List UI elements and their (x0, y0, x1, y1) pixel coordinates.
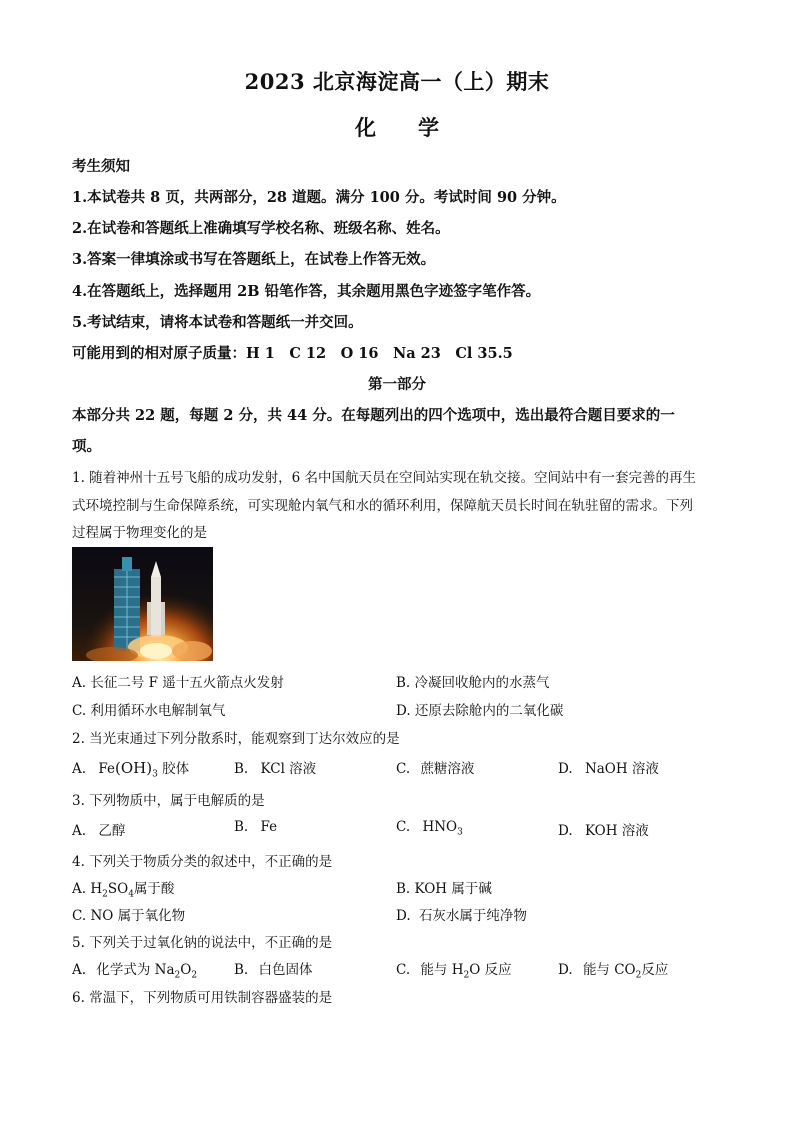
option-label: A. (72, 761, 87, 777)
option-text: 石灰水属于纯净物 (418, 908, 527, 924)
part-intro: 项。 (72, 438, 101, 455)
notice-item: 5.考试结束，请将本试卷和答题纸一并交回。 (72, 314, 363, 331)
option-text: 白色固体 (258, 962, 313, 978)
subject-title: 化 学 (355, 115, 439, 140)
option-label: D. (558, 962, 573, 978)
option-text: 胶体 (157, 761, 190, 777)
question-stem: 过程属于物理变化的是 (72, 525, 207, 541)
option-label: B. (234, 962, 249, 978)
option-label: C. (396, 962, 411, 978)
option-text: 溶液 (617, 823, 649, 839)
option-text: 能与 $CO_2$反应 (582, 962, 669, 981)
notice-item: 2.在试卷和答题纸上准确填写学校名称、班级名称、姓名。 (72, 220, 450, 237)
question-stem: 2. 当光束通过下列分散系时，能观察到丁达尔效应的是 (72, 731, 400, 747)
question-stem: 6. 常温下，下列物质可用铁制容器盛装的是 (72, 990, 333, 1006)
option-a: A. 长征二号 F 遥十五火箭点火发射 (72, 675, 284, 691)
question-stem: 4. 下列关于物质分类的叙述中，不正确的是 (72, 854, 333, 870)
rocket-launch-photo (72, 547, 213, 661)
option-text: NO 属于氧化物 (90, 908, 186, 924)
option-label: D. (558, 823, 573, 839)
notice-item: 3.答案一律填涂或书写在答题纸上，在试卷上作答无效。 (72, 251, 436, 268)
option-c (72, 904, 185, 924)
option-label: C. (72, 908, 87, 924)
option-text: 能与 $H_2O$ 反应 (420, 962, 512, 981)
option-d (558, 757, 659, 777)
option-c (396, 819, 463, 838)
notice-item: 1.本试卷共 8 页，共两部分，28 道题。满分 100 分。考试时间 90 分钟。 (72, 189, 566, 206)
option-text: 乙醇 (98, 823, 126, 839)
notice-heading: 考生须知 (72, 158, 130, 175)
option-b (234, 757, 316, 777)
option-label: B. (396, 881, 411, 897)
option-text: KOH 属于碱 (414, 881, 492, 897)
option-a (72, 958, 197, 981)
option-text: 溶液 (284, 761, 317, 777)
option-label: B. (234, 761, 249, 777)
notice-item: 4.在答题纸上，选择题用 2B 铅笔作答，其余题用黑色字迹签字笔作答。 (72, 283, 541, 300)
formula: Fe (260, 819, 278, 835)
option-b (396, 877, 492, 897)
option-a (72, 877, 174, 900)
option-label: B. (234, 819, 249, 835)
option-d: D. 还原去除舱内的二氧化碳 (396, 703, 564, 719)
question-stem: 1. 随着神州十五号飞船的成功发射，6 名中国航天员在空间站实现在轨交接。空间站中有一套完善的再生 (72, 470, 697, 486)
option-label: A. (72, 881, 87, 897)
option-c (396, 757, 474, 777)
option-label: C. (396, 761, 411, 777)
formula: NaOH (584, 761, 628, 777)
atomic-masses: 可能用到的相对原子质量：H 1 C 12 O 16 Na 23 Cl 35.5 (72, 345, 513, 362)
option-c (396, 958, 512, 981)
option-b (234, 958, 313, 978)
option-text: 溶液 (627, 761, 659, 777)
option-d (396, 904, 527, 924)
formula: $Fe(OH)_3$ (98, 759, 158, 780)
option-label: D. (558, 761, 573, 777)
part-heading: 第一部分 (368, 376, 426, 393)
option-a (72, 819, 125, 839)
option-d (558, 819, 649, 839)
option-c: C. 利用循环水电解制氧气 (72, 703, 226, 719)
option-label: C. (396, 819, 411, 835)
formula: $HNO_3$ (422, 819, 463, 838)
formula: KOH (584, 823, 618, 839)
part-intro: 本部分共 22 题，每题 2 分，共 44 分。在每题列出的四个选项中，选出最符合题目要求的一 (72, 407, 675, 424)
formula: KCl (260, 761, 285, 777)
option-label: D. (396, 908, 411, 924)
question-stem: 式环境控制与生命保障系统，可实现舱内氧气和水的循环利用，保障航天员长时间在轨驻留的需求。下列 (72, 498, 693, 514)
question-stem: 3. 下列物质中，属于电解质的是 (72, 793, 265, 809)
option-label: A. (72, 962, 87, 978)
option-label: A. (72, 823, 87, 839)
formula: $H_2SO_4$ (90, 881, 134, 900)
option-text: 属于酸 (133, 881, 175, 897)
question-stem: 5. 下列关于过氧化钠的说法中，不正确的是 (72, 935, 333, 951)
option-text: 蔗糖溶液 (420, 761, 475, 777)
option-b (234, 819, 277, 835)
option-d (558, 958, 668, 981)
option-a (72, 757, 189, 780)
page-title: 2023 北京海淀高一（上）期末 (244, 69, 550, 94)
option-b: B. 冷凝回收舱内的水蒸气 (396, 675, 550, 691)
option-text: 化学式为 $Na_2O_2$ (96, 962, 198, 981)
